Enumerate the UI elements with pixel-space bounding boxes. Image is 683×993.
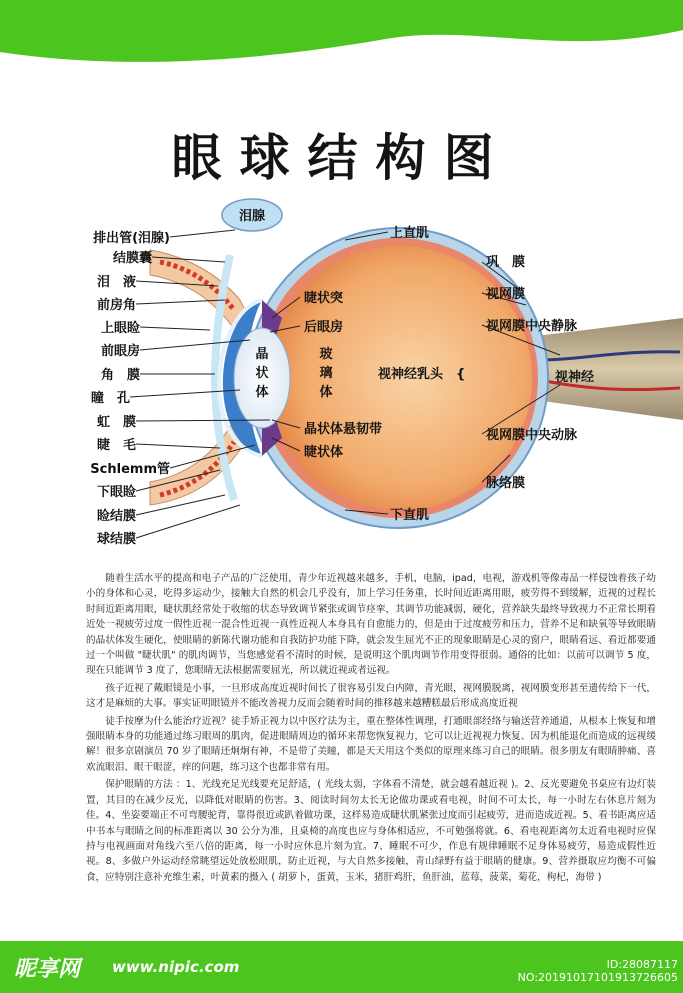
label-optic-disc: 视神经乳头 <box>378 367 444 382</box>
label-pupil: 瞳 孔 <box>90 391 130 406</box>
article-body <box>86 571 656 887</box>
label-tears: 泪 液 <box>96 275 136 290</box>
lens-char-1: 晶 <box>255 347 269 362</box>
label-zonule: 晶状体悬韧带 <box>304 422 383 437</box>
article-paragraph: 徒手按摩为什么能治疗近视？徒手矫正视力以中医疗法为主，重在整体性调理，打通眼部经络与输送营养通道，从根本上恢复和增强眼睛本身的功能通过练习眼周的肌肉，促进眼睛周边的循环来帮您恢复视力，它可以让近视视力恢复、因为机能退化而造成的远视缓解！很多京剧演员 70 岁了眼睛还炯炯有神，不是带了美瞳，都是天天用这个类似的原理来练习自己的眼睛。很多朋友有眼睛肿痛、喜欢流眼泪、眼干眼涩，痒的问题，练习这个也都非常有用。 <box>86 715 656 773</box>
label-anterior-chamber: 前眼房 <box>100 344 140 359</box>
label-bulbar-conjunctiva: 球结膜 <box>96 532 136 547</box>
upper-eyelid-shape <box>150 250 250 326</box>
vitreous-char-1: 玻 <box>319 347 333 362</box>
page-title: 眼球结构图 <box>171 129 512 187</box>
watermark-logo: 昵享网 <box>14 957 81 982</box>
lens-char-2: 状 <box>255 366 269 381</box>
label-superior-rectus: 上直肌 <box>390 226 430 241</box>
label-optic-nerve: 视神经 <box>555 370 595 385</box>
watermark-url: www.nipic.com <box>112 958 240 976</box>
vitreous-char-3: 体 <box>319 385 333 400</box>
lens-char-3: 体 <box>255 385 269 400</box>
label-central-retinal-artery: 视网膜中央动脉 <box>486 428 578 443</box>
label-excretory-duct: 排出管(泪腺) <box>93 231 170 246</box>
label-sclera: 巩 膜 <box>486 255 526 270</box>
label-vitreous <box>319 346 333 400</box>
watermark-id: ID:28087117 NO:20191017101913726605 <box>517 958 678 984</box>
label-eyelashes: 睫 毛 <box>96 438 136 453</box>
label-upper-eyelid: 上眼睑 <box>100 321 140 336</box>
label-lacrimal-gland: 泪腺 <box>238 209 266 224</box>
article-paragraph: 保护眼睛的方法 ：1、光线充足光线要充足舒适，( 光线太弱，字体看不清楚，就会越看越近视 )。2、反光要避免书桌应有边灯装置，其目的在减少反光，以降低对眼睛的伤害。3、阅读时间勿太长无论做功课或看电视，时间不可太长，每一小时左右休息片刻为佳。4、坐姿要端正不可弯腰驼背，靠得很近或趴着做功课，这样易造成睫状肌紧张过度而引起疲劳，进而造成近视。5、看书距离应适中书本与眼睛之间的标准距离以 30 公分为准，且桌椅的高度也应与身体相适应，不可勉强将就。6、看电视距离勿太近看电视时应保持与电视画面对角线六至八倍的距离，每一小时应休息片刻为宜。7、睡眠不可少，作息有规律睡眠不足身体易疲劳，易造成假性近视。8、多做户外运动经常眺望远处放松眼肌，防止近视，与大自然多接触，青山绿野有益于眼睛的健康。9、营养摄取应均衡不可偏食，应特别注意补充维生素，叶黄素的摄入 ( 胡萝卜，蛋黄，玉米，猪肝鸡肝，鱼肝油，蓝莓，菠菜，菊花，枸杞，海带 ) <box>86 779 656 883</box>
label-posterior-chamber: 后眼房 <box>304 320 344 335</box>
article-paragraph: 随着生活水平的提高和电子产品的广泛使用，青少年近视越来越多，手机，电脑，ipad，电视，游戏机等像毒品一样侵蚀着孩子幼小的身体和心灵，吃得多运动少，接触大自然的机会几乎没有，加上学习任务重，长时间近距离用眼，疲劳得不到缓解，近视的过程长时间近距离用眼，睫状肌经常处于收缩的状态导致调节紧张或调节痉挛，其调节功能减弱，硬化，营养缺失最终导致视力不正常长期看近处一视疲劳过度一假性近视一混合性近视一真性近视人本身具有自愈能力的，但是由于过度疲劳和压力，营养不足和缺氧等导致眼睛的晶状体发生硬化，使眼睛的新陈代谢功能和自我防护功能下降，就会发生屈光不正的现象眼睛是心灵的窗户，眼睛看远、看近都要通过一个叫做 "睫状肌" 的肌肉调节，当您感觉看不清时的时候，是说明这个肌肉调节作用变得很弱。通俗的比如：以前可以调节 5 度，现在只能调节 3 度了，您眼睛无法根据需要屈光，所以就近视或者远视。 <box>86 573 656 677</box>
article-paragraph: 孩子近视了戴眼镜是小事，一旦形成高度近视时间长了很容易引发白内障，青光眼，视网膜脱离，视网膜变形甚至遗传给下一代，这才是麻烦的大事。事实证明眼镜并不能改善视力反而会随着时间的推移越来越糟糕最后形成高度近视 <box>86 682 656 710</box>
label-inferior-rectus: 下直肌 <box>390 508 430 523</box>
label-ciliary-body: 睫状体 <box>304 445 344 460</box>
optic-disc-brace: { <box>456 367 466 382</box>
label-lower-eyelid: 下眼睑 <box>96 485 136 500</box>
label-anterior-chamber-angle: 前房角 <box>96 298 136 313</box>
label-iris: 虹 膜 <box>96 415 136 430</box>
vitreous-char-2: 璃 <box>319 366 333 381</box>
label-central-retinal-vein: 视网膜中央静脉 <box>486 319 578 334</box>
label-lens <box>255 346 268 400</box>
label-cornea: 角 膜 <box>100 368 140 383</box>
label-palpebral-conjunctiva: 睑结膜 <box>96 509 136 524</box>
label-ciliary-process: 睫状突 <box>304 291 344 306</box>
label-conjunctival-sac: 结膜囊 <box>112 251 152 266</box>
label-schlemm-canal: Schlemm管 <box>90 462 170 477</box>
label-retina: 视网膜 <box>486 287 526 302</box>
label-choroid: 脉络膜 <box>486 476 526 491</box>
